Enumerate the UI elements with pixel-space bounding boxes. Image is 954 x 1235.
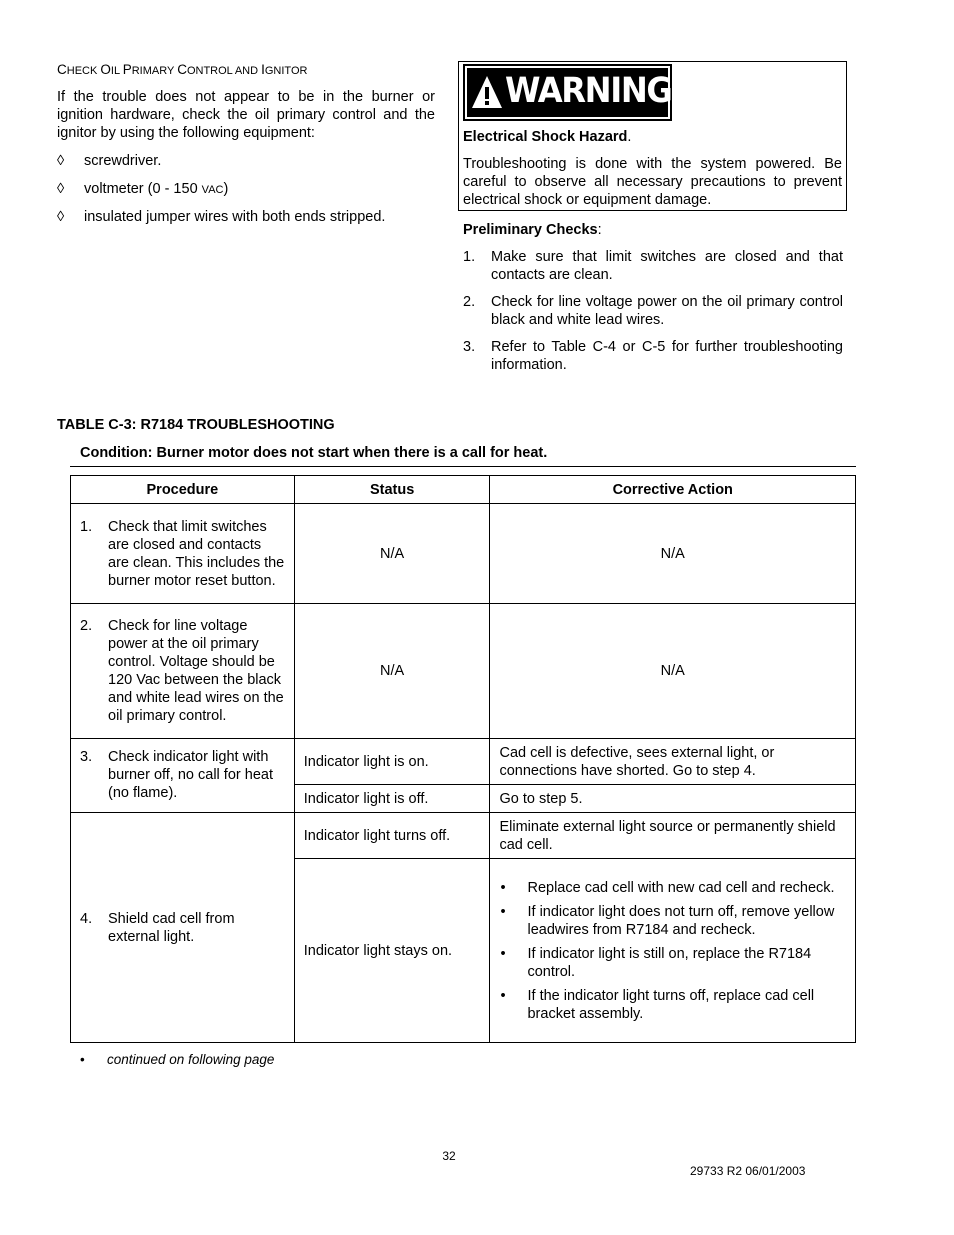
procedure-cell: 3. Check indicator light with burner off, no call for heat (no flame). [71,739,295,813]
table-top-rule [70,466,856,467]
status-cell: N/A [294,504,490,604]
table-header-row [71,476,856,504]
procedure-cell: 2. Check for line voltage power at the oil primary control. Voltage should be 120 Vac between the black and white lead wires on the oil primary control. [71,604,295,739]
troubleshooting-table [70,475,856,1043]
header-status: Status [294,476,490,504]
preliminary-title: Preliminary Checks: [463,222,602,238]
action-cell: N/A [490,504,856,604]
warning-word: WARNING [505,71,672,111]
table-row [71,504,856,604]
preliminary-list [463,338,843,374]
header-action: Corrective Action [490,476,856,504]
warning-box [458,61,847,211]
hazard-body: Troubleshooting is done with the system powered. Be careful to observe all necessary precautions to prevent electrical shock or equipment damage. [463,156,842,208]
action-bullet: • If indicator light is still on, replace the R7184 control. [500,945,812,980]
status-cell: N/A [294,604,490,739]
table-row [71,604,856,739]
list-item: 1. Make sure that limit switches are closed and that contacts are clean. [463,249,843,283]
status-cell: Indicator light is on. [294,739,490,785]
table-condition: Condition: Burner motor does not start when there is a call for heat. [80,445,548,461]
procedure-cell: 1. Check that limit switches are closed and contacts are clean. This includes the burner motor reset button. [71,504,295,604]
status-cell: Indicator light turns off. [294,813,490,859]
page-number: 32 [442,1149,456,1163]
action-cell: Go to step 5. [490,785,856,813]
list-item: 3. Refer to Table C-4 or C-5 for further troubleshooting information. [463,339,843,373]
continued-note: • continued on following page [80,1052,275,1067]
status-cell: Indicator light is off. [294,785,490,813]
intro-paragraph: If the trouble does not appear to be in the burner or ignition hardware, check the oil primary control and the ignitor by using the following equipment: [57,89,435,141]
action-bullet: • If the indicator light turns off, replace cad cell bracket assembly. [500,987,815,1022]
status-cell: Indicator light stays on. [294,859,490,1043]
action-cell: Eliminate external light source or permanently shield cad cell. [490,813,856,859]
table-row [71,739,856,785]
section-heading: CHECK OIL PRIMARY CONTROL AND IGNITOR [57,62,308,77]
action-bullet: • Replace cad cell with new cad cell and recheck. [500,879,835,896]
preliminary-list [463,248,843,284]
table-row [71,813,856,859]
list-item: 2. Check for line voltage power on the oil primary control black and white lead wires. [463,294,843,328]
warning-triangle-icon [471,74,503,110]
header-procedure: Procedure [71,476,295,504]
action-cell [490,859,856,1043]
action-bullet: • If indicator light does not turn off, remove yellow leadwires from R7184 and recheck. [500,903,835,938]
action-cell: N/A [490,604,856,739]
preliminary-list [463,293,843,329]
procedure-cell: 4. Shield cad cell from external light. [71,813,295,1043]
table-title: TABLE C-3: R7184 TROUBLESHOOTING [57,417,335,433]
action-cell: Cad cell is defective, sees external light, or connections have shorted. Go to step 4. [490,739,856,785]
hazard-title: Electrical Shock Hazard. [463,129,632,145]
doc-id: 29733 R2 06/01/2003 [690,1164,806,1178]
warning-badge [463,64,672,121]
